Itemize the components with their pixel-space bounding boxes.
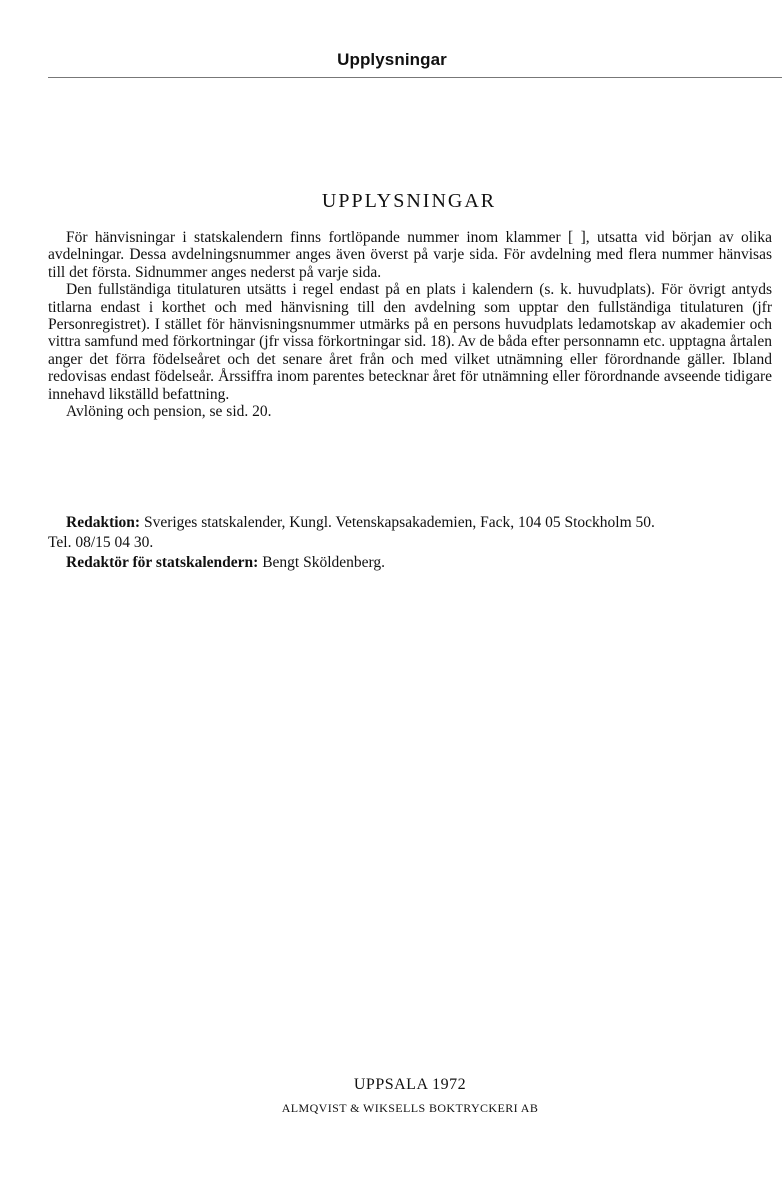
- paragraph-titles: Den fullständiga titulaturen utsätts i regel endast på en plats i kalendern (s. k. huvudplats). För övrigt antyds titlarna endast i korthet och med hänvisning till den avdelning som upptar den fullständiga titulaturen (jfr Personregistret). I stället för hänvisningsnummer utmärks på en persons huvudplats ledamotskap av akademier och vittra samfund med förkortningar (jfr vissa förkortningar sid. 18). Av de båda efter personnamn etc. upptagna årtalen anger det förra födelseåret och det senare året från och med vilket utnämning eller förordnande gäller. Ibland redovisas endast födelseår. Årssiffra inom parentes betecknar året för utnämning eller förordnande avseende tidigare innehavd likställd befattning.: [48, 281, 772, 403]
- page-title: UPPLYSNINGAR: [321, 190, 497, 212]
- editor-label: Redaktör för statskalendern:: [66, 554, 259, 571]
- paragraph-salary: Avlöning och pension, se sid. 20.: [66, 403, 272, 421]
- header-rule: [48, 77, 782, 78]
- redaktion-line: [48, 513, 748, 533]
- redaktion-address: Sveriges statskalender, Kungl. Vetenskapsakademien, Fack, 104 05 Stockholm 50.: [143, 514, 655, 531]
- redaktion-label: Redaktion:: [66, 514, 141, 531]
- editor-line: [48, 553, 748, 573]
- imprint-printer: ALMQVIST & WIKSELLS BOKTRYCKERI AB: [281, 1101, 539, 1115]
- editor-name: Bengt Sköldenberg.: [262, 554, 386, 571]
- credits: [48, 513, 748, 573]
- imprint: [0, 1076, 784, 1116]
- imprint-city-year: UPPSALA 1972: [353, 1076, 467, 1093]
- paragraph-references: För hänvisningar i statskalendern finns fortlöpande nummer inom klammer [ ], utsatta vid början av olika avdelningar. Dessa avdelningsnummer anges även överst på varje sida. För avdelning med flera nummer hänvisas till det första. Sidnummer anges nederst på varje sida.: [48, 229, 772, 281]
- body-text: [48, 229, 772, 420]
- telephone: Tel. 08/15 04 30.: [48, 534, 154, 551]
- running-head: Upplysningar: [337, 50, 447, 69]
